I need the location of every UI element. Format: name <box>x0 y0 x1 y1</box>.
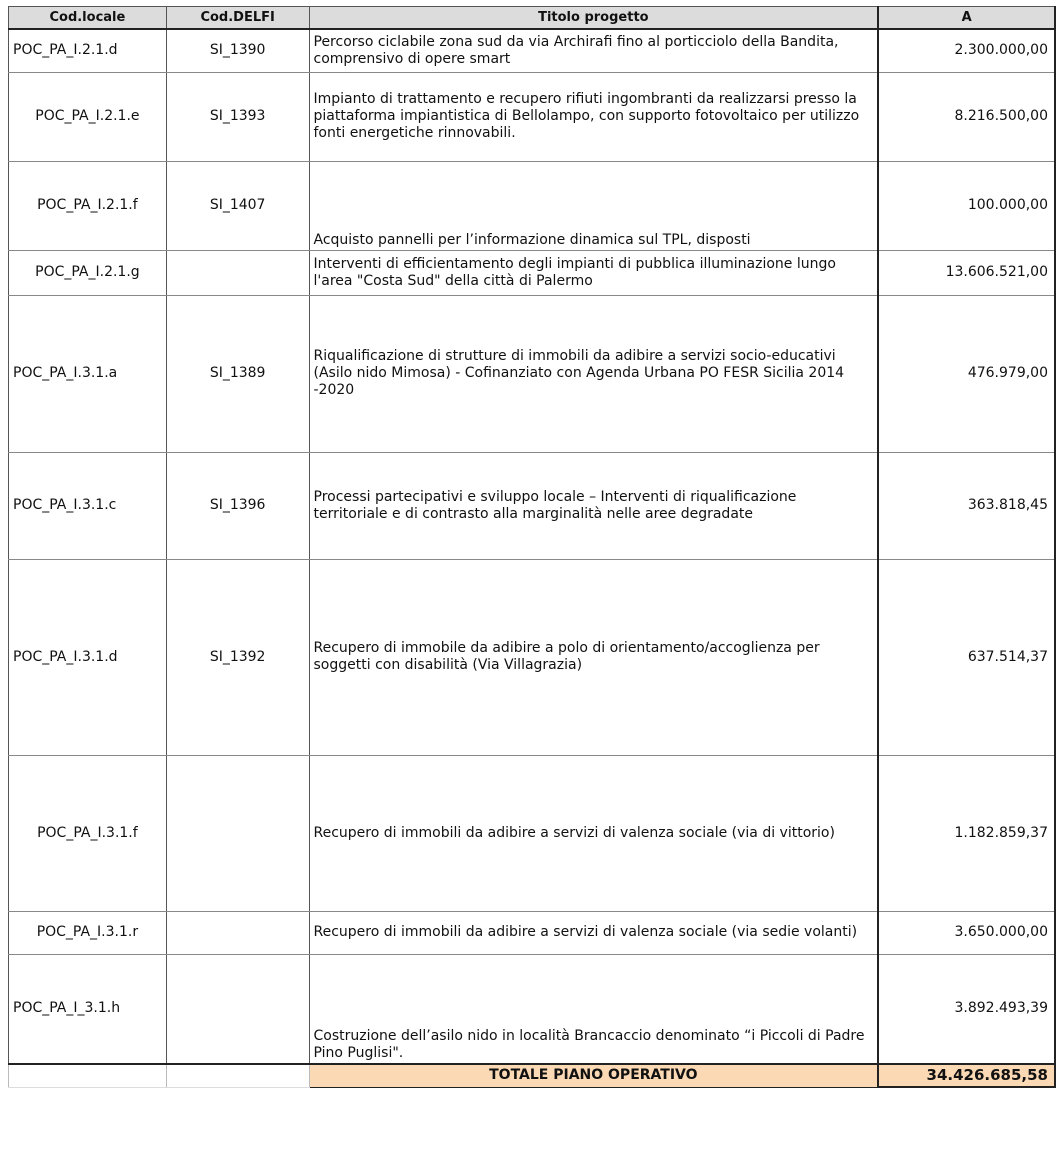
header-titolo-progetto: Titolo progetto <box>309 7 878 30</box>
header-row <box>9 7 1056 30</box>
header-importo-a: A <box>878 7 1055 30</box>
table-row <box>9 452 1056 559</box>
table-row <box>9 161 1056 250</box>
cell-importo: 1.182.859,37 <box>878 755 1055 911</box>
header-cod-locale: Cod.locale <box>9 7 167 30</box>
cell-titolo: Recupero di immobili da adibire a servizi di valenza sociale (via di vittorio) <box>309 755 878 911</box>
cell-cod-delfi <box>166 954 309 1064</box>
total-row <box>9 1064 1056 1087</box>
cell-titolo: Costruzione dell’asilo nido in località Brancaccio denominato “i Piccoli di Padre Pino Puglisi". <box>309 954 878 1064</box>
total-label: TOTALE PIANO OPERATIVO <box>309 1064 878 1087</box>
cell-cod-locale: POC_PA_I.3.1.d <box>9 559 167 755</box>
cell-cod-delfi <box>166 250 309 295</box>
cell-importo: 3.892.493,39 <box>878 954 1055 1064</box>
cell-cod-locale: POC_PA_I.2.1.d <box>9 29 167 72</box>
cell-cod-delfi: SI_1390 <box>166 29 309 72</box>
table-row <box>9 295 1056 452</box>
cell-cod-delfi: SI_1392 <box>166 559 309 755</box>
table-row <box>9 250 1056 295</box>
cell-importo: 476.979,00 <box>878 295 1055 452</box>
cell-titolo: Processi partecipativi e sviluppo locale – Interventi di riqualificazione territoriale e di contrasto alla marginalità nelle aree degradate <box>309 452 878 559</box>
cell-cod-delfi: SI_1389 <box>166 295 309 452</box>
table-row <box>9 559 1056 755</box>
table-row <box>9 911 1056 954</box>
cell-importo: 3.650.000,00 <box>878 911 1055 954</box>
piano-operativo-table <box>8 6 1056 1088</box>
cell-cod-locale: POC_PA_I.2.1.g <box>9 250 167 295</box>
cell-cod-locale: POC_PA_I.3.1.r <box>9 911 167 954</box>
cell-titolo: Percorso ciclabile zona sud da via Archirafi fino al porticciolo della Bandita, comprensivo di opere smart <box>309 29 878 72</box>
cell-importo: 8.216.500,00 <box>878 72 1055 161</box>
header-cod-delfi: Cod.DELFI <box>166 7 309 30</box>
cell-titolo: Acquisto pannelli per l’informazione dinamica sul TPL, disposti <box>309 161 878 250</box>
cell-importo: 2.300.000,00 <box>878 29 1055 72</box>
cell-cod-locale: POC_PA_I.3.1.c <box>9 452 167 559</box>
total-blank-cell <box>166 1064 309 1087</box>
cell-titolo: Recupero di immobili da adibire a servizi di valenza sociale (via sedie volanti) <box>309 911 878 954</box>
cell-cod-delfi: SI_1393 <box>166 72 309 161</box>
cell-cod-delfi: SI_1407 <box>166 161 309 250</box>
cell-importo: 13.606.521,00 <box>878 250 1055 295</box>
total-value: 34.426.685,58 <box>878 1064 1055 1087</box>
cell-importo: 363.818,45 <box>878 452 1055 559</box>
table-row <box>9 72 1056 161</box>
cell-titolo: Riqualificazione di strutture di immobili da adibire a servizi socio-educativi (Asilo nido Mimosa) - Cofinanziato con Agenda Urbana PO FESR Sicilia 2014 -2020 <box>309 295 878 452</box>
cell-cod-delfi <box>166 755 309 911</box>
cell-cod-locale: POC_PA_I.2.1.e <box>9 72 167 161</box>
table-row <box>9 954 1056 1064</box>
total-blank-cell <box>9 1064 167 1087</box>
cell-cod-locale: POC_PA_I_3.1.h <box>9 954 167 1064</box>
cell-cod-locale: POC_PA_I.2.1.f <box>9 161 167 250</box>
table-row <box>9 29 1056 72</box>
cell-titolo: Impianto di trattamento e recupero rifiuti ingombranti da realizzarsi presso la piattaforma impiantistica di Bellolampo, con supporto fotovoltaico per utilizzo fonti energetiche rinnovabili. <box>309 72 878 161</box>
cell-titolo: Interventi di efficientamento degli impianti di pubblica illuminazione lungo l'area "Costa Sud" della città di Palermo <box>309 250 878 295</box>
table-row <box>9 755 1056 911</box>
cell-importo: 100.000,00 <box>878 161 1055 250</box>
cell-titolo: Recupero di immobile da adibire a polo di orientamento/accoglienza per soggetti con disabilità (Via Villagrazia) <box>309 559 878 755</box>
cell-cod-delfi <box>166 911 309 954</box>
cell-importo: 637.514,37 <box>878 559 1055 755</box>
cell-cod-delfi: SI_1396 <box>166 452 309 559</box>
cell-cod-locale: POC_PA_I.3.1.a <box>9 295 167 452</box>
cell-cod-locale: POC_PA_I.3.1.f <box>9 755 167 911</box>
